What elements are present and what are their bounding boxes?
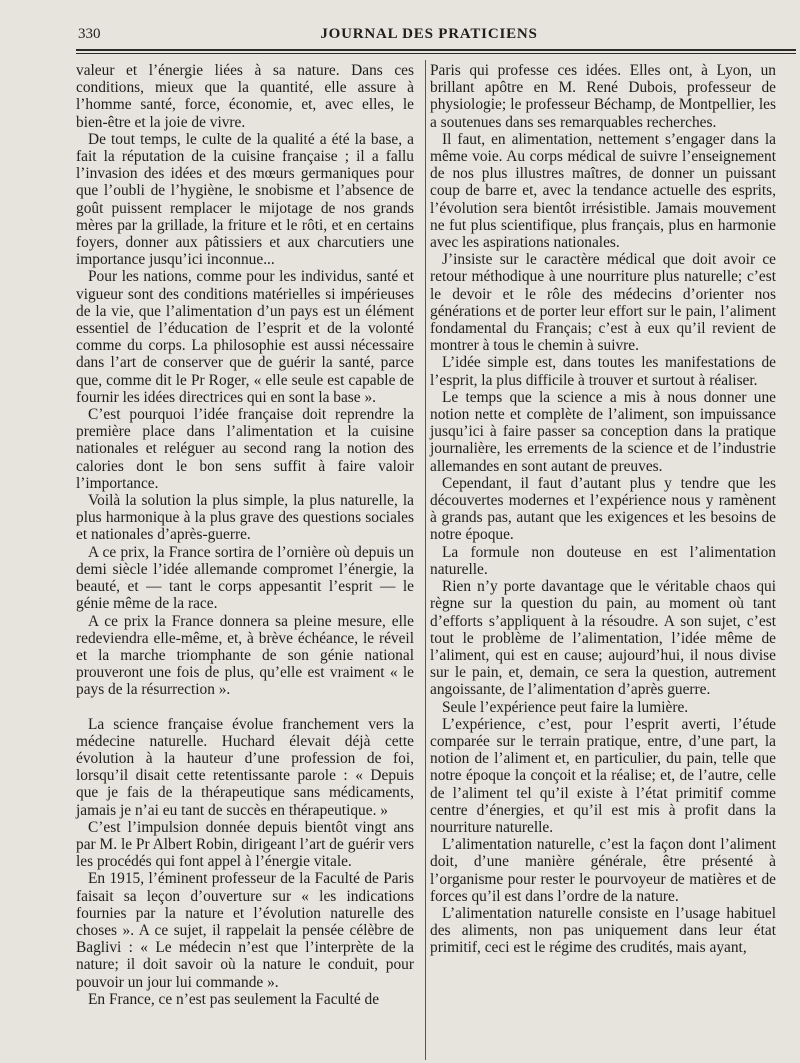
header-rule-thick — [76, 49, 796, 51]
page-header — [78, 24, 780, 46]
paragraph: Il faut, en alimentation, nettement s’engager dans la même voie. Au corps médical de suivre l’enseignement de nos plus illustres maîtres, de donner un puissant coup de barre et, avec la tendance actuelle des esprits, l’évolution sera bientôt irrésistible. Jamais mouvement ne fut plus scientifique, plus français, plus en harmonie avec les aspirations nationales. — [430, 130, 776, 252]
paragraph: Rien n’y porte davantage que le véritable chaos qui règne sur la question du pain, au moment où tant d’efforts s’appliquent à la résoudre. A son sujet, c’est tout le problème de l’alimentation, l’idée même de l’aliment, qui est en cause; aujourd’hui, il nous divise sur le pain, et, demain, ce sera la question, autrement angoissante, de l’alimentation d’après guerre. — [430, 578, 776, 699]
journal-title: JOURNAL DES PRATICIENS — [320, 26, 538, 42]
header-rule-thin — [76, 53, 796, 54]
paragraph: Paris qui professe ces idées. Elles ont, à Lyon, un brillant apôtre en M. René Dubois, professeur de physiologie; le professeur Béchamp, de Montpellier, les a soutenues dans ses remarquables recherches. — [430, 62, 776, 131]
paragraph: A ce prix, la France sortira de l’ornière où depuis un demi siècle l’idée allemande compromet l’énergie, la beauté, et — tant le corps appesantit l’esprit — le génie même de la race. — [76, 543, 414, 613]
paragraph: Seule l’expérience peut faire la lumière. — [442, 698, 689, 716]
paragraph: Cependant, il faut d’autant plus y tendre que les découvertes modernes et l’expérience nous y ramènent à grands pas, autant que les exigences et les besoins de notre époque. — [430, 474, 776, 544]
paragraph: L’alimentation naturelle consiste en l’usage habituel des aliments, non pas uniquement dans leur état primitif, ceci est le régime des crudités, mais ayant, — [430, 904, 776, 957]
paragraph: Le temps que la science a mis à nous donner une notion nette et complète de l’aliment, son impuissance jusqu’ici à faire passer sa conception dans la pratique journalière, les errements de la science et de l’industrie allemandes en sont autant de preuves. — [430, 388, 776, 475]
paragraph: Voilà la solution la plus simple, la plus naturelle, la plus harmonique à la plus grave des questions sociales et nationales d’après-guerre. — [76, 492, 414, 544]
paragraph: La science française évolue franchement vers la médecine naturelle. Huchard élevait déjà cette évolution à la hauteur d’une profession de foi, lorsqu’il disait cette retentissante parole : « Depuis que je fais de la thérapeutique sans médicaments, jamais je n’ai eu tant de succès en thérapeutique. » — [76, 715, 414, 819]
paragraph: L’expérience, c’est, pour l’esprit averti, l’étude comparée sur le terrain pratique, entre, d’une part, la notion de l’aliment et, en particulier, du pain, telle que notre époque la conçoit et la réalise; et, de l’autre, celle de l’aliment tel qu’il existe à l’état primitif comme centre d’énergies, et qu’il est mis à profit dans la nourriture naturelle. — [430, 715, 776, 836]
paragraph: C’est pourquoi l’idée française doit reprendre la première place dans l’alimentation et la cuisine nationales et reléguer au second rang la notion des calories dont le bon sens suffit à faire valoir l’importance. — [76, 406, 414, 492]
paragraph: La formule non douteuse en est l’alimentation naturelle. — [430, 543, 776, 578]
paragraph: Pour les nations, comme pour les individus, santé et vigueur sont des conditions matérielles si impérieuses de la vie, que l’alimentation d’un pays est un élément essentiel de l’éducation de l’esprit et de la volonté comme du corps. La philosophie est aussi nécessaire dans l’art de conserver que de guérir la santé, parce que, comme dit le Pr Roger, « elle seule est capable de fournir les idées directrices qui en sont la base ». — [76, 268, 414, 406]
paragraph: De tout temps, le culte de la qualité a été la base, a fait la réputation de la cuisine française ; il a fallu l’invasion des idées et des mœurs germaniques pour que l’oubli de l’hygiène, le snobisme et l’absence de goût puissent remplacer le mijotage de nos grands mères par la grillade, la friture et le rôti, et en certains foyers, donner aux pâtissiers et aux charcutiers une importance jusqu’ici inconnue... — [76, 130, 414, 269]
paragraph: C’est l’impulsion donnée depuis bientôt vingt ans par M. le Pr Albert Robin, dirigeant l’art de guérir vers les procédés qui font appel à l’énergie vitale. — [76, 818, 414, 871]
paragraph: L’alimentation naturelle, c’est la façon dont l’aliment doit, d’une manière générale, être présenté à l’organisme pour rester le pourvoyeur de matières et de forces qu’il est dans l’ordre de la nature. — [430, 836, 776, 905]
left-column — [76, 62, 414, 1008]
column-divider — [425, 60, 426, 1060]
paragraph: valeur et l’énergie liées à sa nature. Dans ces conditions, mieux que la quantité, elle assure à l’homme santé, force, économie, et, avec elles, le bien-être et la joie de vivre. — [76, 62, 414, 131]
right-column — [430, 62, 776, 957]
paragraph: J’insiste sur le caractère médical que doit avoir ce retour méthodique à une nourriture plus naturelle; c’est le devoir et le rôle des médecins d’orienter nos générations et de porter leur effort sur le pain, l’aliment fondamental du Français; c’est à eux qu’il revient de montrer à tous le chemin à suivre. — [430, 251, 776, 355]
page-number: 330 — [78, 26, 101, 42]
paragraph: A ce prix la France donnera sa pleine mesure, elle redeviendra elle-même, et, à brève échéance, le réveil et la marche triomphante de son génie national prouveront une fois de plus, qu’elle est vraiment « le pays de la résurrection ». — [76, 612, 414, 699]
paragraph: En 1915, l’éminent professeur de la Faculté de Paris faisait sa leçon d’ouverture sur « les indications fournies par la nature et l’évolution naturelle des choses ». A ce sujet, il rappelait la pensée célèbre de Baglivi : « Le médecin n’est que l’interprète de la nature; il doit savoir où la nature le conduit, pour pouvoir un jour lui commande ». — [76, 870, 414, 991]
paragraph: L’idée simple est, dans toutes les manifestations de l’esprit, la plus difficile à trouver et surtout à réaliser. — [430, 354, 776, 389]
paragraph: En France, ce n’est pas seulement la Faculté de — [88, 990, 380, 1008]
